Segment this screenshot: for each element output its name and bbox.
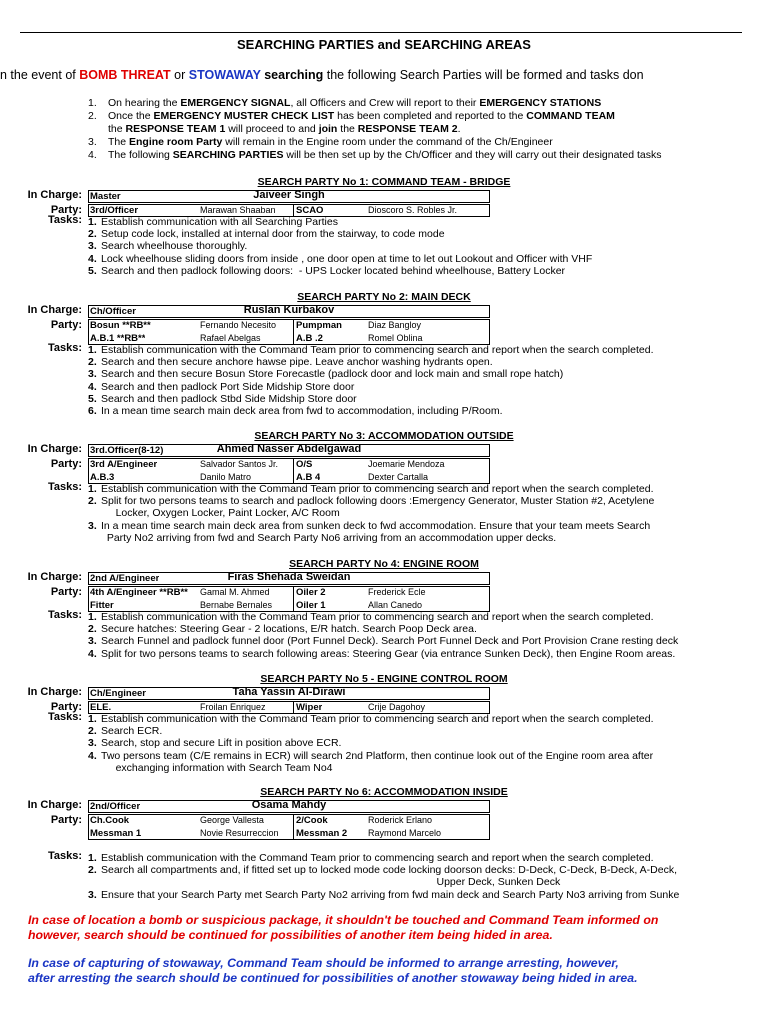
step-bold: SEARCHING PARTIES xyxy=(172,149,284,161)
step-text: The xyxy=(108,136,130,148)
task-item xyxy=(88,393,758,405)
task-item xyxy=(88,623,758,635)
task-text: Lock wheelhouse sliding doors from inside , one door open at time to let out Lookout and Officer with VHF xyxy=(101,252,593,265)
member-name: George Vallesta xyxy=(200,815,264,825)
member-name: Danilo Matro xyxy=(200,472,252,482)
party-6-tasks xyxy=(88,852,758,901)
in-charge-label: In Charge: xyxy=(27,443,82,455)
party-label: Party: xyxy=(50,319,82,331)
task-text: Establish communication with the Command Team prior to commencing search and report when the search completed. xyxy=(101,852,654,864)
task-item xyxy=(88,876,758,888)
party-label: Party: xyxy=(50,586,82,598)
member-role: Oiler 2 xyxy=(296,587,326,598)
task-item xyxy=(88,405,758,417)
task-text: Search all compartments and, if fitted set up to locked mode code locking doorson decks: D-Deck, C-Deck, B-Deck, A-Deck, xyxy=(101,864,677,877)
step-bold: COMMAND TEAM xyxy=(526,110,615,122)
stowaway-text: STOWAWAY xyxy=(188,68,261,82)
intro-text-3: the following Search Parties will be formed and tasks don xyxy=(323,68,644,82)
task-number: 2. xyxy=(88,623,97,636)
task-text: Search Funnel and padlock funnel door (Port Funnel Deck). Search Port Funnel Deck and Port Provision Crane resting deck xyxy=(101,635,679,648)
member-role: ELE. xyxy=(90,702,112,713)
member-name: Fernando Necesito xyxy=(200,320,277,330)
step-bold: join xyxy=(318,123,338,135)
member-role: Wiper xyxy=(296,702,323,713)
party-5-title: SEARCH PARTY No 5 - ENGINE CONTROL ROOM xyxy=(260,673,508,685)
task-number: 5. xyxy=(88,392,97,405)
member-role: 3rd/Officer xyxy=(90,205,139,216)
intro-text-1: n the event of xyxy=(0,68,80,82)
party-3-in-charge-name: Ahmed Nasser Abdelgawad xyxy=(216,443,362,455)
step-bold: Engine room Party xyxy=(129,136,223,148)
task-item xyxy=(88,356,758,368)
member-name: Salvador Santos Jr. xyxy=(200,459,279,469)
member-role: Fitter xyxy=(90,600,114,611)
task-text: Search and then secure Bosun Store Forecastle (padlock door and lock main and small rope hatch) xyxy=(101,368,564,381)
step-bold: EMERGENCY STATIONS xyxy=(479,97,602,109)
task-text: Ensure that your Search Party met Search Party No2 arriving from fwd main deck and Search Party No3 arriving from Sunke xyxy=(101,888,680,901)
task-number: 1. xyxy=(88,713,97,725)
step-number: 4. xyxy=(88,149,97,161)
tasks-label: Tasks: xyxy=(47,214,82,226)
task-item xyxy=(88,253,758,265)
stowaway-note-line-2: after arresting the search should be continued for possibilities of another stowaway being hided in area. xyxy=(28,971,638,985)
step-text: has been completed and reported to the xyxy=(334,110,527,122)
task-item xyxy=(88,520,758,532)
member-role: SCAO xyxy=(296,205,324,216)
task-number: 3. xyxy=(88,737,97,750)
step-3 xyxy=(88,136,748,149)
task-item xyxy=(88,483,758,495)
member-name: Crije Dagohoy xyxy=(368,702,426,712)
party-1-title: SEARCH PARTY No 1: COMMAND TEAM - BRIDGE xyxy=(257,176,511,188)
task-item xyxy=(88,381,758,393)
task-text: exchanging information with Search Team No4 xyxy=(101,761,333,774)
task-number: 1. xyxy=(88,611,97,623)
step-bold: RESPONSE TEAM 1 xyxy=(125,123,226,135)
member-role: 3rd A/Engineer xyxy=(90,459,158,470)
party-1-in-charge-rank: Master xyxy=(90,191,121,202)
bomb-note-line-1: In case of location a bomb or suspicious package, it shouldn't be touched and Command Team informed on xyxy=(28,913,659,927)
member-role: Ch.Cook xyxy=(90,815,130,826)
party-2-tasks xyxy=(88,344,758,417)
member-role: A.B.1 **RB** xyxy=(90,333,146,344)
task-item xyxy=(88,495,758,507)
member-role: A.B 4 xyxy=(296,472,321,483)
step-bold: EMERGENCY MUSTER CHECK LIST xyxy=(153,110,335,122)
task-text: In a mean time search main deck area from sunken deck to fwd accommodation. Ensure that your team meets Search xyxy=(101,519,651,532)
task-text: Establish communication with the Command Team prior to commencing search and report when the search completed. xyxy=(101,713,654,725)
task-text: Establish communication with the Command Team prior to commencing search and report when the search completed. xyxy=(101,483,654,495)
task-text: Search ECR. xyxy=(101,725,163,738)
task-number: 4. xyxy=(88,252,97,265)
task-number: 1. xyxy=(88,344,97,356)
member-name: Diaz Bangloy xyxy=(368,320,422,330)
member-name: Froilan Enriquez xyxy=(200,702,266,712)
task-text: Search and then padlock Port Side Midship Store door xyxy=(101,380,355,393)
member-name: Roderick Erlano xyxy=(368,815,433,825)
task-text: Search and then padlock Stbd Side Midship Store door xyxy=(101,392,357,405)
member-role: O/S xyxy=(296,459,313,470)
task-number: 1. xyxy=(88,216,97,228)
task-item xyxy=(88,344,758,356)
task-number: 6. xyxy=(88,405,97,418)
step-bold: EMERGENCY SIGNAL xyxy=(180,97,291,109)
task-number: 3. xyxy=(88,519,97,532)
task-number: 3. xyxy=(88,888,97,901)
member-name: Rafael Abelgas xyxy=(200,333,261,343)
step-2 xyxy=(88,110,748,136)
task-text: Establish communication with the Command Team prior to commencing search and report when the search completed. xyxy=(101,344,654,356)
member-role: 2/Cook xyxy=(296,815,328,826)
intro-text-2: or xyxy=(170,68,189,82)
task-number: 1. xyxy=(88,483,97,495)
step-text: the xyxy=(108,123,126,135)
task-number: 2. xyxy=(88,356,97,369)
task-text: In a mean time search main deck area from fwd to accommodation, including P/Room. xyxy=(101,405,503,418)
task-item xyxy=(88,368,758,380)
task-item xyxy=(88,507,758,519)
party-label: Party: xyxy=(50,814,82,826)
member-name: Gamal M. Ahmed xyxy=(200,587,270,597)
step-number: 3. xyxy=(88,136,97,148)
task-text: Setup code lock, installed at internal door from the stairway, to code mode xyxy=(101,228,445,241)
task-item xyxy=(88,635,758,647)
step-text: the xyxy=(337,123,358,135)
step-text: , all Officers and Crew will report to their xyxy=(290,97,480,109)
task-number: 3. xyxy=(88,240,97,253)
task-item xyxy=(88,611,758,623)
step-text: Once the xyxy=(108,110,154,122)
task-text: Search and then secure anchore hawse pipe. Leave anchor washing hydrants open. xyxy=(101,356,493,369)
step-text: The following xyxy=(108,149,173,161)
task-text: Search wheelhouse thoroughly. xyxy=(101,240,248,253)
party-3-tasks xyxy=(88,483,758,544)
member-role: Messman 1 xyxy=(90,828,142,839)
task-text: Secure hatches: Steering Gear - 2 locations, E/R hatch. Search Poop Deck area. xyxy=(101,623,477,636)
intro-line xyxy=(0,68,768,82)
task-item xyxy=(88,713,758,725)
step-bold: RESPONSE TEAM 2 xyxy=(357,123,458,135)
task-item xyxy=(88,532,758,544)
in-charge-label: In Charge: xyxy=(27,304,82,316)
column-divider xyxy=(293,814,294,840)
task-text: Search and then padlock following doors: - UPS Locker located behind wheelhouse, Battery Locker xyxy=(101,264,566,277)
tasks-label: Tasks: xyxy=(47,609,82,621)
party-4-tasks xyxy=(88,611,758,660)
party-4-title: SEARCH PARTY No 4: ENGINE ROOM xyxy=(289,558,479,570)
party-label: Party: xyxy=(50,701,82,713)
in-charge-label: In Charge: xyxy=(27,189,82,201)
step-1 xyxy=(88,97,748,110)
task-number: 3. xyxy=(88,635,97,648)
task-text: Two persons team (C/E remains in ECR) will search 2nd Platform, then continue look out of the Engine room area after xyxy=(101,749,654,762)
member-role: A.B .2 xyxy=(296,333,323,344)
party-6-in-charge-rank: 2nd/Officer xyxy=(90,801,141,812)
party-label: Party: xyxy=(50,204,82,216)
column-divider xyxy=(293,586,294,612)
member-role: Pumpman xyxy=(296,320,342,331)
step-text: will be then set up by the Ch/Officer and they will carry out their designated tasks xyxy=(283,149,662,161)
member-name: Romel Oblina xyxy=(368,333,423,343)
tasks-label: Tasks: xyxy=(47,481,82,493)
task-item xyxy=(88,737,758,749)
member-role: Bosun **RB** xyxy=(90,320,151,331)
party-5-in-charge-rank: Ch/Engineer xyxy=(90,688,146,699)
in-charge-label: In Charge: xyxy=(27,799,82,811)
step-4 xyxy=(88,149,748,162)
member-name: Marawan Shaaban xyxy=(200,205,276,215)
member-name: Allan Canedo xyxy=(368,600,423,610)
task-number: 1. xyxy=(88,852,97,864)
task-item xyxy=(88,852,758,864)
procedure-steps xyxy=(88,97,748,162)
task-item xyxy=(88,750,758,762)
in-charge-label: In Charge: xyxy=(27,571,82,583)
task-item xyxy=(88,216,758,228)
task-number: 3. xyxy=(88,368,97,381)
party-1-in-charge-name: Jaiveer Singh xyxy=(253,189,325,201)
party-2-in-charge-name: Ruslan Kurbakov xyxy=(243,304,335,316)
task-number: 4. xyxy=(88,749,97,762)
tasks-label: Tasks: xyxy=(47,711,82,723)
column-divider xyxy=(293,458,294,484)
top-rule xyxy=(20,32,742,33)
step-number: 1. xyxy=(88,97,97,109)
column-divider xyxy=(293,319,294,345)
member-name: Frederick Ecle xyxy=(368,587,426,597)
task-text: Search, stop and secure Lift in position above ECR. xyxy=(101,737,342,750)
task-item xyxy=(88,889,758,901)
task-item xyxy=(88,228,758,240)
member-role: A.B.3 xyxy=(90,472,115,483)
task-item xyxy=(88,648,758,660)
task-text: Party No2 arriving from fwd and Search Party No6 arriving from an accommodation upper decks. xyxy=(101,531,557,544)
party-4-in-charge-rank: 2nd A/Engineer xyxy=(90,573,160,584)
party-6-in-charge-name: Osama Mahdy xyxy=(251,799,327,811)
party-label: Party: xyxy=(50,458,82,470)
task-text: Upper Deck, Sunken Deck xyxy=(101,876,561,889)
member-name: Dexter Cartalla xyxy=(368,472,429,482)
task-item xyxy=(88,725,758,737)
member-role: Messman 2 xyxy=(296,828,348,839)
task-text: Split for two persons teams to search and padlock following doors :Emergency Generator, Muster Station #2, Acetylene xyxy=(101,495,655,508)
intro-searching-text: searching xyxy=(260,68,324,82)
step-text: will remain in the Engine room under the command of the Ch/Engineer xyxy=(222,136,553,148)
task-number: 2. xyxy=(88,864,97,877)
party-6-title: SEARCH PARTY No 6: ACCOMMODATION INSIDE xyxy=(260,786,508,798)
task-number: 2. xyxy=(88,725,97,738)
task-item xyxy=(88,240,758,252)
party-1-tasks xyxy=(88,216,758,277)
member-name: Raymond Marcelo xyxy=(368,828,442,838)
task-number: 4. xyxy=(88,380,97,393)
party-5-tasks xyxy=(88,713,758,774)
step-number: 2. xyxy=(88,110,97,122)
member-name: Bernabe Bernales xyxy=(200,600,273,610)
task-number: 5. xyxy=(88,264,97,277)
party-3-title: SEARCH PARTY No 3: ACCOMMODATION OUTSIDE xyxy=(254,430,514,442)
task-text: Split for two persons teams to search following areas: Steering Gear (via entrance Sunken Deck), then Engine Room areas. xyxy=(101,647,676,660)
member-role: Oiler 1 xyxy=(296,600,326,611)
task-item xyxy=(88,762,758,774)
party-5-in-charge-name: Taha Yassin Al-Dirawi xyxy=(232,686,346,698)
page-title: SEARCHING PARTIES and SEARCHING AREAS xyxy=(237,37,531,52)
party-3-in-charge-rank: 3rd.Officer(8-12) xyxy=(90,445,164,456)
step-text: . xyxy=(457,123,461,135)
task-item xyxy=(88,864,758,876)
task-text: Establish communication with the Command Team prior to commencing search and report when the search completed. xyxy=(101,611,654,623)
tasks-label: Tasks: xyxy=(47,850,82,862)
party-2-in-charge-rank: Ch/Officer xyxy=(90,306,136,317)
tasks-label: Tasks: xyxy=(47,342,82,354)
task-text: Establish communication with all Searching Parties xyxy=(101,216,338,228)
step-text: will proceed to and xyxy=(225,123,319,135)
in-charge-label: In Charge: xyxy=(27,686,82,698)
member-name: Novie Resurreccion xyxy=(200,828,279,838)
member-name: Joemarie Mendoza xyxy=(368,459,445,469)
task-text: Locker, Oxygen Locker, Paint Locker, A/C Room xyxy=(101,507,340,520)
member-name: Dioscoro S. Robles Jr. xyxy=(368,205,458,215)
party-4-in-charge-name: Firas Shehada Sweidan xyxy=(227,571,351,583)
party-2-title: SEARCH PARTY No 2: MAIN DECK xyxy=(297,291,471,303)
task-number: 4. xyxy=(88,647,97,660)
bomb-threat-text: BOMB THREAT xyxy=(79,68,171,82)
bomb-note-line-2: however, search should be continued for possibilities of another item being hided in area. xyxy=(28,928,553,942)
task-number: 2. xyxy=(88,495,97,508)
member-role: 4th A/Engineer **RB** xyxy=(90,587,188,598)
step-text: On hearing the xyxy=(108,97,181,109)
task-item xyxy=(88,265,758,277)
task-number: 2. xyxy=(88,228,97,241)
stowaway-note-line-1: In case of capturing of stowaway, Command Team should be informed to arrange arresting, however, xyxy=(28,956,619,970)
